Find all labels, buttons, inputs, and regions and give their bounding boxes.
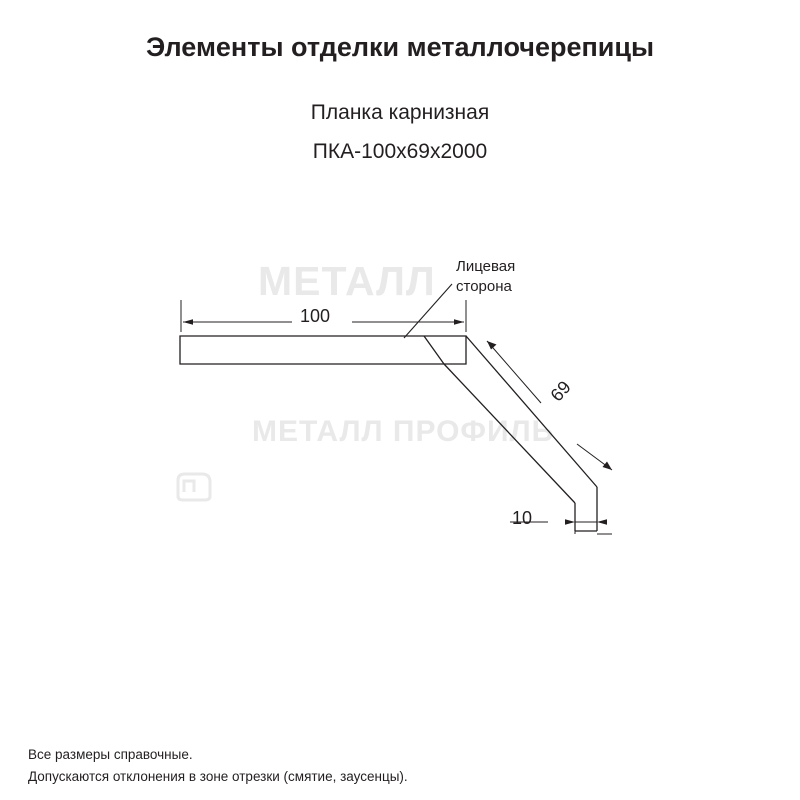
- dimension-label-10: 10: [512, 508, 533, 528]
- watermark-text-bottom: МЕТАЛЛ ПРОФИЛЬ: [252, 415, 555, 448]
- footnotes: [28, 744, 768, 788]
- face-side-line2: сторона: [456, 278, 512, 295]
- watermark-text-top: МЕТАЛЛ: [258, 258, 436, 304]
- footnote-line-1: Все размеры справочные.: [28, 747, 193, 762]
- page-title: Элементы отделки металлочерепицы: [145, 32, 655, 62]
- product-name: Планка карнизная: [310, 101, 490, 124]
- footnote-line-2: Допускаются отклонения в зоне отрезки (смятие, заусенцы).: [28, 769, 408, 784]
- face-side-annotation: [456, 257, 515, 297]
- face-side-line1: Лицевая: [456, 258, 516, 275]
- product-code: ПКА-100х69х2000: [312, 140, 488, 163]
- dimension-label-100: 100: [300, 306, 331, 326]
- dimension-label-69: 69: [546, 377, 575, 406]
